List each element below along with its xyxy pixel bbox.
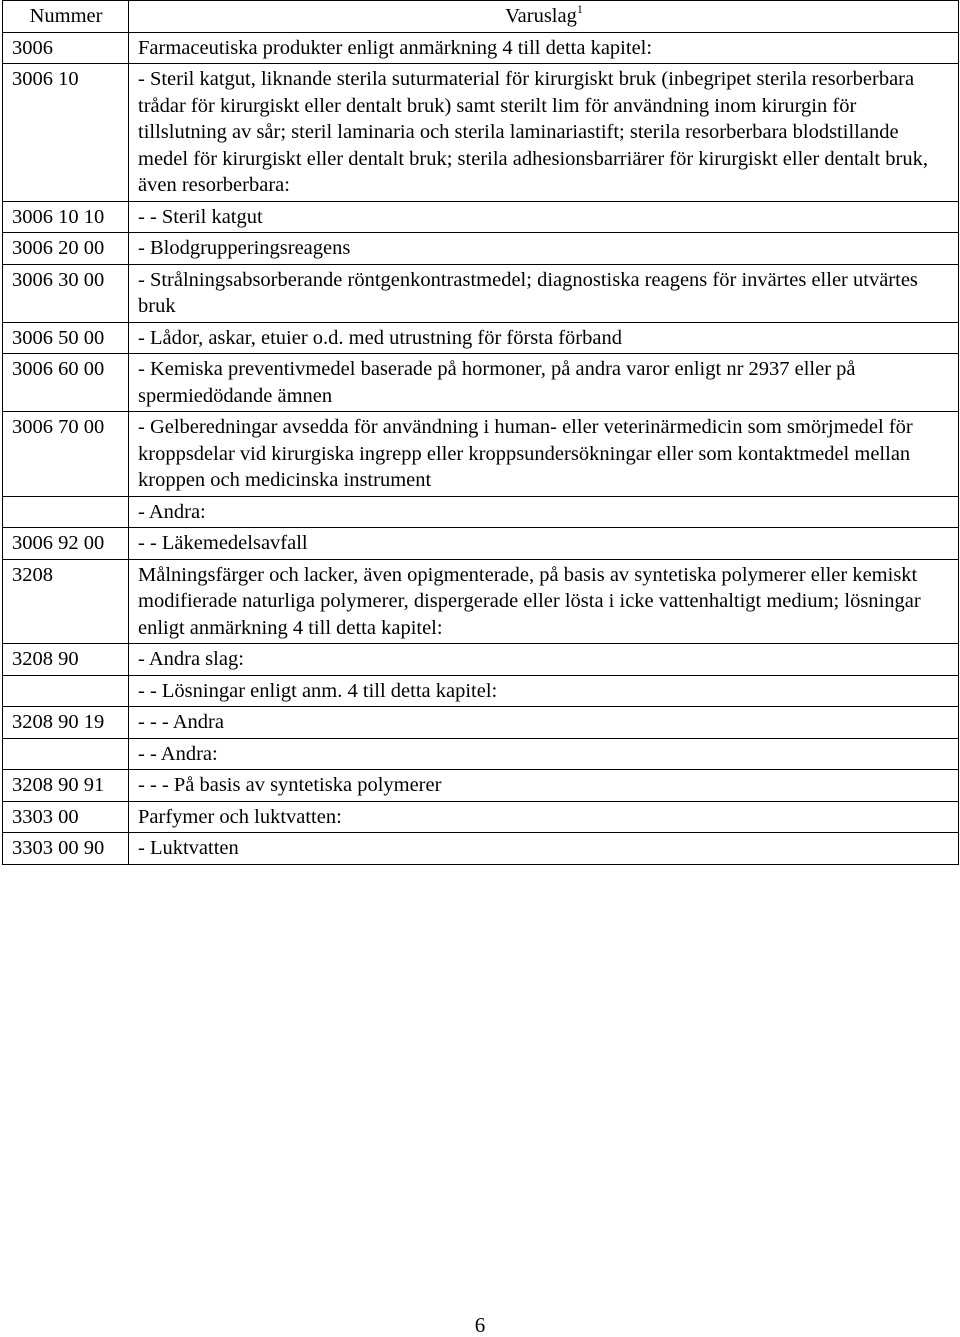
cell-number: 3208 90 19 bbox=[3, 707, 129, 739]
table-row bbox=[3, 675, 959, 707]
table-row bbox=[3, 496, 959, 528]
cell-description: - - Andra: bbox=[129, 738, 959, 770]
header-row bbox=[3, 1, 959, 33]
cell-description: - - Läkemedelsavfall bbox=[129, 528, 959, 560]
cell-number: 3006 10 bbox=[3, 64, 129, 202]
table-row bbox=[3, 833, 959, 865]
cell-number: 3006 50 00 bbox=[3, 322, 129, 354]
header-description bbox=[129, 1, 959, 33]
table-row bbox=[3, 412, 959, 497]
table-row bbox=[3, 233, 959, 265]
cell-number bbox=[3, 496, 129, 528]
cell-number: 3006 92 00 bbox=[3, 528, 129, 560]
cell-description: - - - På basis av syntetiska polymerer bbox=[129, 770, 959, 802]
table-row bbox=[3, 322, 959, 354]
table-row bbox=[3, 201, 959, 233]
cell-description: - Strålningsabsorberande röntgenkontrastmedel; diagnostiska reagens för invärtes eller utvärtes bruk bbox=[129, 264, 959, 322]
page-number: 6 bbox=[474, 1313, 486, 1337]
cell-number: 3006 70 00 bbox=[3, 412, 129, 497]
cell-description: - Luktvatten bbox=[129, 833, 959, 865]
cell-number bbox=[3, 738, 129, 770]
cell-description: - Andra slag: bbox=[129, 644, 959, 676]
table-row bbox=[3, 770, 959, 802]
cell-description: - - - Andra bbox=[129, 707, 959, 739]
tariff-table bbox=[2, 0, 959, 865]
cell-description: - Kemiska preventivmedel baserade på hormoner, på andra varor enligt nr 2937 eller på spermiedödande ämnen bbox=[129, 354, 959, 412]
table-row bbox=[3, 801, 959, 833]
cell-description: - - Steril katgut bbox=[129, 201, 959, 233]
cell-description: - Blodgrupperingsreagens bbox=[129, 233, 959, 265]
cell-number: 3208 90 bbox=[3, 644, 129, 676]
cell-number: 3006 20 00 bbox=[3, 233, 129, 265]
cell-number: 3006 10 10 bbox=[3, 201, 129, 233]
cell-number: 3006 30 00 bbox=[3, 264, 129, 322]
cell-description: Parfymer och luktvatten: bbox=[129, 801, 959, 833]
table-header bbox=[3, 1, 959, 33]
table-row bbox=[3, 64, 959, 202]
header-description-text: Varuslag bbox=[505, 5, 577, 27]
cell-number: 3006 bbox=[3, 32, 129, 64]
cell-description: Målningsfärger och lacker, även opigmenterade, på basis av syntetiska polymerer eller kemiskt modifierade naturliga polymerer, dispergerade eller lösta i icke vattenhaltigt medium; lösningar enligt anmärkning 4 till detta kapitel: bbox=[129, 559, 959, 644]
cell-description: Farmaceutiska produkter enligt anmärkning 4 till detta kapitel: bbox=[129, 32, 959, 64]
table-row bbox=[3, 707, 959, 739]
cell-description: - Lådor, askar, etuier o.d. med utrustning för första förband bbox=[129, 322, 959, 354]
header-number: Nummer bbox=[3, 1, 129, 33]
cell-description: - Gelberedningar avsedda för användning i human- eller veterinärmedicin som smörjmedel för kroppsdelar vid kirurgiska ingrepp eller kroppsundersökningar eller som kontaktmedel mellan kroppen och medicinska instrument bbox=[129, 412, 959, 497]
table-body bbox=[3, 32, 959, 864]
table-row bbox=[3, 738, 959, 770]
table-row bbox=[3, 32, 959, 64]
table-row bbox=[3, 559, 959, 644]
cell-number: 3208 bbox=[3, 559, 129, 644]
table-row bbox=[3, 644, 959, 676]
table-row bbox=[3, 354, 959, 412]
table-row bbox=[3, 528, 959, 560]
cell-number: 3006 60 00 bbox=[3, 354, 129, 412]
cell-description: - Andra: bbox=[129, 496, 959, 528]
cell-description: - Steril katgut, liknande sterila suturmaterial för kirurgiskt bruk (inbegripet sterila resorberbara trådar för kirurgiskt eller dentalt bruk) samt sterilt lim för användning inom kirurgin för tillslutning av sår; steril laminaria och sterila laminariastift; sterila resorberbara blodstillande medel för kirurgiskt eller dentalt bruk; sterila adhesionsbarriärer för kirurgiskt eller dentalt bruk, även resorberbara: bbox=[129, 64, 959, 202]
cell-number: 3303 00 90 bbox=[3, 833, 129, 865]
table-row bbox=[3, 264, 959, 322]
footnote-mark: 1 bbox=[576, 2, 583, 16]
cell-description: - - Lösningar enligt anm. 4 till detta kapitel: bbox=[129, 675, 959, 707]
cell-number bbox=[3, 675, 129, 707]
cell-number: 3303 00 bbox=[3, 801, 129, 833]
cell-number: 3208 90 91 bbox=[3, 770, 129, 802]
